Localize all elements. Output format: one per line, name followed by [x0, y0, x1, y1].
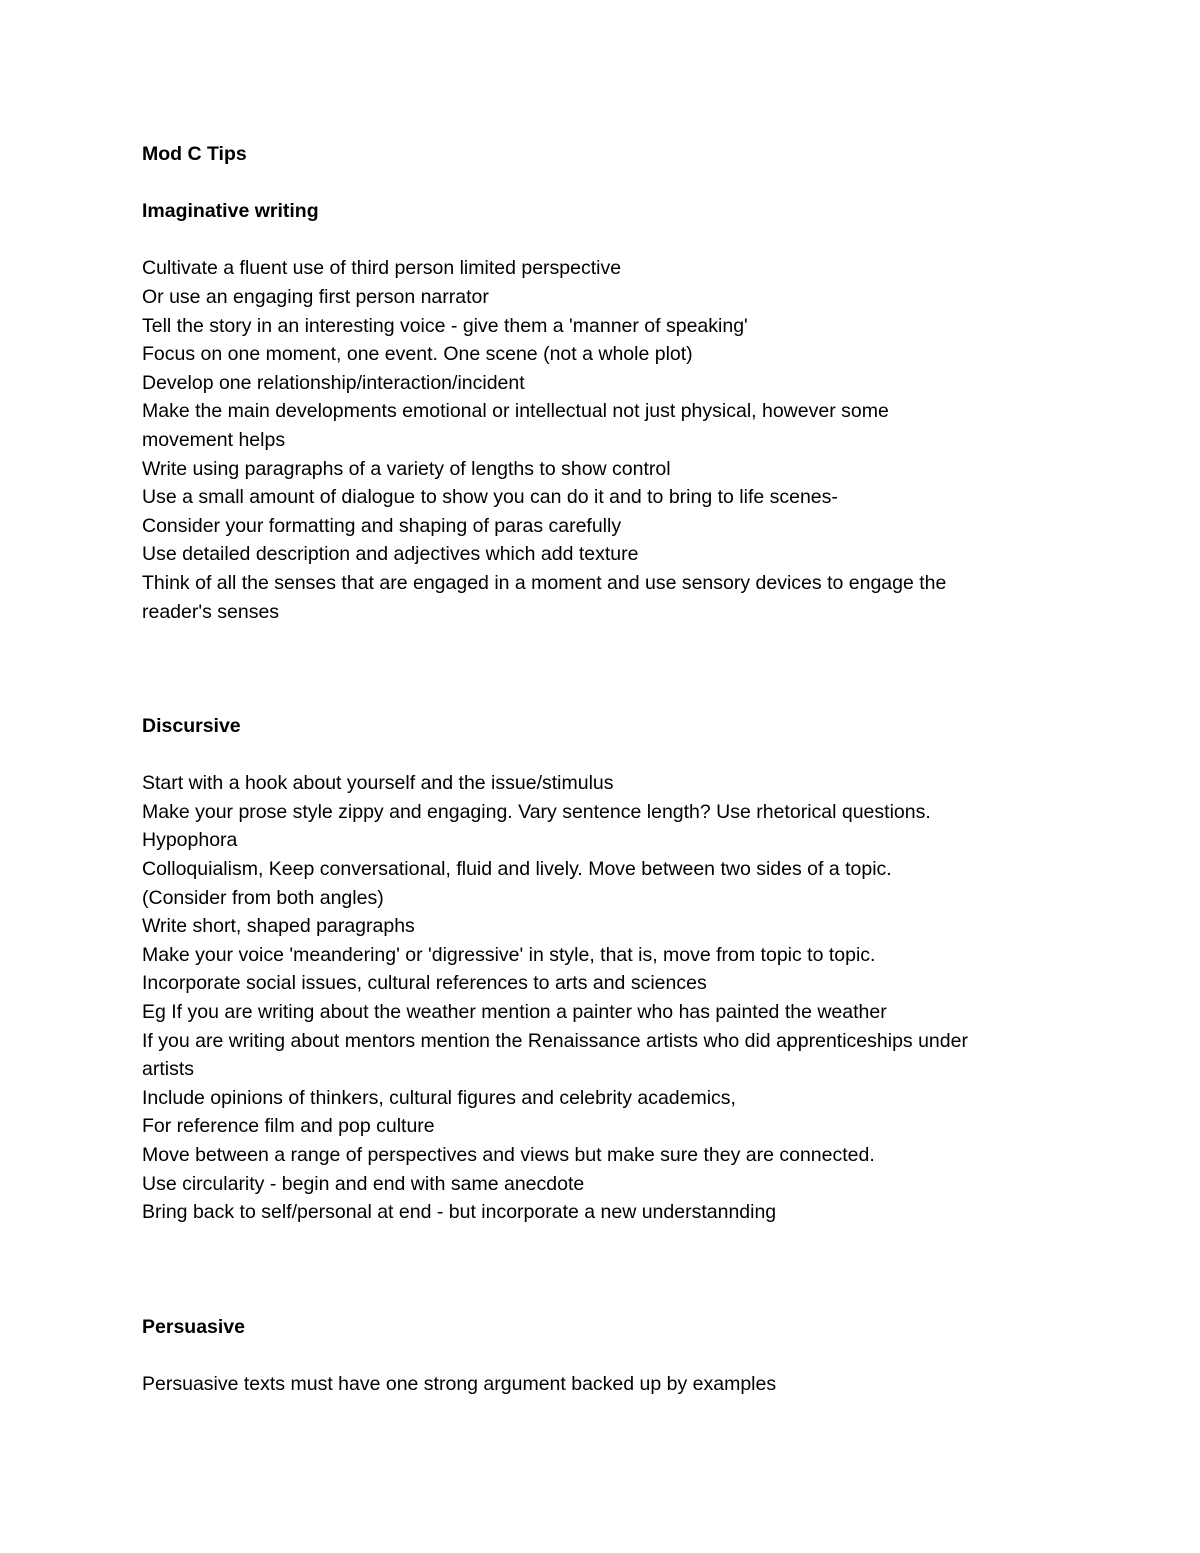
text-line: Make your voice 'meandering' or 'digressive' in style, that is, move from topic to topic.: [142, 943, 876, 966]
text-line: Think of all the senses that are engaged in a moment and use sensory devices to engage the: [142, 571, 947, 594]
text-line: Make your prose style zippy and engaging. Vary sentence length? Use rhetorical questions.: [142, 800, 931, 823]
document-title: Mod C Tips: [142, 143, 247, 165]
spacer: [142, 226, 1082, 255]
text-line: artists: [142, 1058, 195, 1081]
text-line: Bring back to self/personal at end - but incorporate a new understannding: [142, 1201, 777, 1224]
text-line: Or use an engaging first person narrator: [142, 285, 489, 308]
text-line: Colloquialism, Keep conversational, fluid and lively. Move between two sides of a topic.: [142, 858, 892, 881]
text-line: Eg If you are writing about the weather mention a painter who has painted the weather: [142, 1001, 887, 1024]
spacer: [142, 741, 1082, 770]
text-line: Focus on one moment, one event. One scene (not a whole plot): [142, 343, 693, 366]
spacer: [142, 626, 1082, 712]
document-body: [142, 140, 1082, 1399]
section-heading-discursive: Discursive: [142, 715, 241, 738]
section-heading-persuasive: Persuasive: [142, 1315, 245, 1338]
text-line: Make the main developments emotional or intellectual not just physical, however some: [142, 400, 889, 423]
text-line: Move between a range of perspectives and views but make sure they are connected.: [142, 1144, 875, 1166]
text-line: Write using paragraphs of a variety of lengths to show control: [142, 457, 671, 480]
text-line: Use circularity - begin and end with same anecdote: [142, 1172, 585, 1195]
text-line: For reference film and pop culture: [142, 1115, 435, 1138]
text-line: Tell the story in an interesting voice - give them a 'manner of speaking': [142, 314, 748, 337]
text-line: Start with a hook about yourself and the issue/stimulus: [142, 772, 614, 795]
text-line: Cultivate a fluent use of third person limited perspective: [142, 257, 622, 280]
text-line: movement helps: [142, 428, 286, 451]
spacer: [142, 1227, 1082, 1313]
text-line: (Consider from both angles): [142, 886, 384, 909]
text-line: Develop one relationship/interaction/incident: [142, 371, 525, 394]
text-line: Use a small amount of dialogue to show you can do it and to bring to life scenes-: [142, 486, 838, 509]
text-line: Hypophora: [142, 829, 238, 852]
text-line: Write short, shaped paragraphs: [142, 915, 415, 938]
section-heading-imaginative: Imaginative writing: [142, 200, 319, 223]
text-line: Include opinions of thinkers, cultural figures and celebrity academics,: [142, 1086, 736, 1109]
text-line: Consider your formatting and shaping of paras carefully: [142, 514, 622, 537]
spacer: [142, 169, 1082, 198]
spacer: [142, 1341, 1082, 1370]
text-line: Use detailed description and adjectives which add texture: [142, 543, 639, 566]
text-line: Persuasive texts must have one strong argument backed up by examples: [142, 1372, 777, 1395]
text-line: Incorporate social issues, cultural references to arts and sciences: [142, 972, 707, 995]
text-line: reader's senses: [142, 600, 280, 623]
text-line: If you are writing about mentors mention the Renaissance artists who did apprenticeships under: [142, 1029, 968, 1052]
